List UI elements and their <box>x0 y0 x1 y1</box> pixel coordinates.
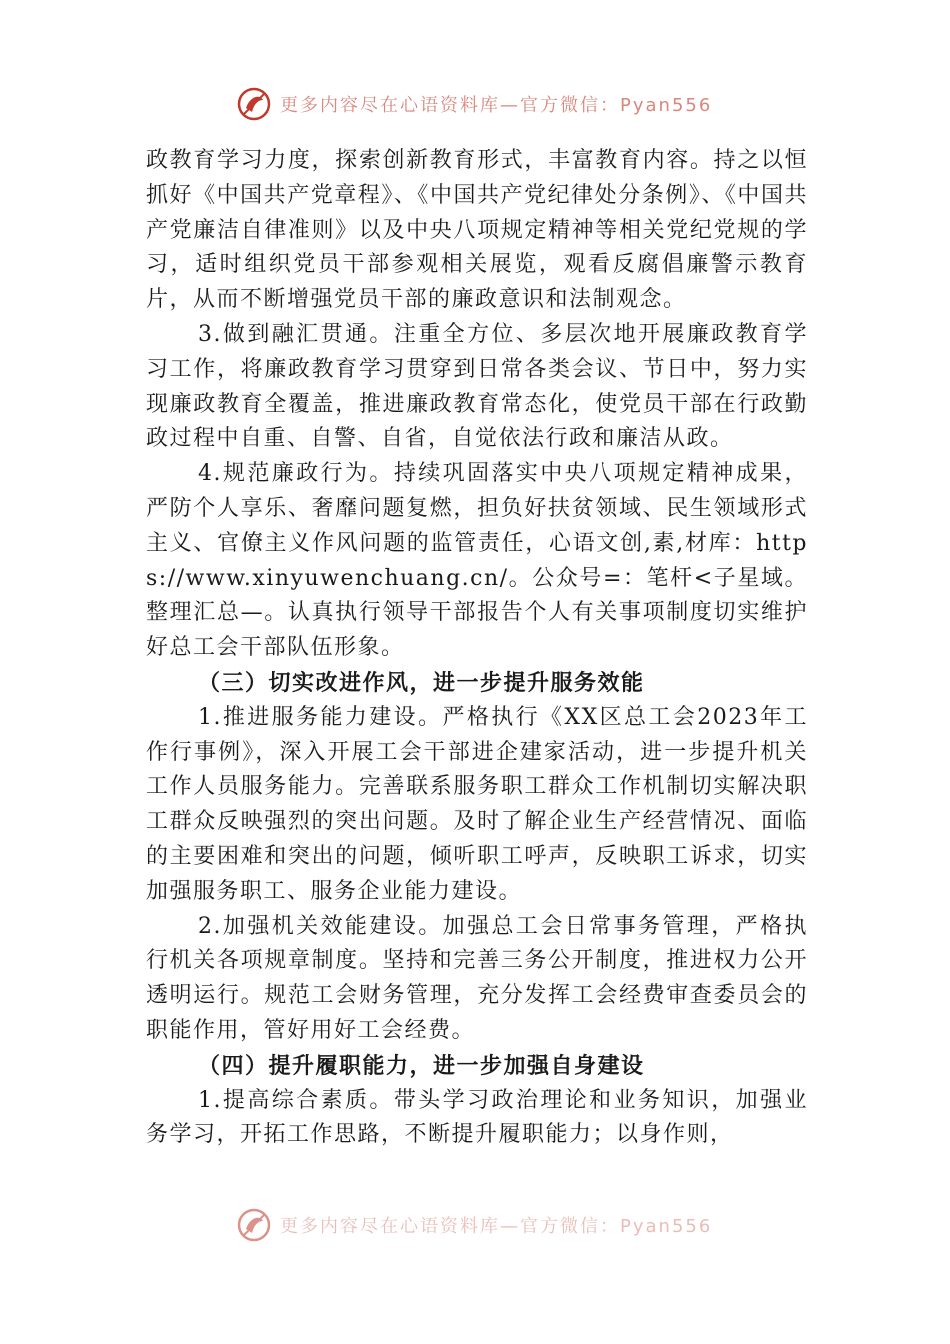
watermark-logo-icon <box>236 1207 272 1243</box>
section-heading-4: （四）提升履职能力，进一步加强自身建设 <box>198 1052 645 1079</box>
paragraph-2: 3.做到融汇贯通。注重全方位、多层次地开展廉政教育学习工作，将廉政教育学习贯穿到日常各类会议、节日中，努力实现廉政教育全覆盖，推进廉政教育常态化，使党员干部在行政勤政过程中自重、自警、自省，自觉依法行政和廉洁从政。 <box>146 321 808 452</box>
watermark-logo-icon <box>236 86 272 122</box>
paragraph-3: 4.规范廉政行为。持续巩固落实中央八项规定精神成果，严防个人享乐、奢靡问题复燃，担负好扶贫领域、民生领域形式主义、官僚主义作风问题的监管责任，心语文创,素,材库：https://www.xinyuwenchuang.cn/。公众号=：笔杆<子星域。整理汇总—。认真执行领导干部报告个人有关事项制度切实维护好总工会干部队伍形象。 <box>146 461 808 661</box>
watermark-text: 更多内容尽在心语资料库—官方微信：Pyan556 <box>280 95 713 116</box>
document-body <box>146 144 808 1153</box>
watermark-text: 更多内容尽在心语资料库—官方微信：Pyan556 <box>280 1216 713 1237</box>
paragraph-6: 1.提高综合素质。带头学习政治理论和业务知识，加强业务学习，开拓工作思路，不断提升履职能力；以身作则， <box>146 1087 808 1148</box>
paragraph-4: 1.推进服务能力建设。严格执行《XX区总工会2023年工作行事例》，深入开展工会干部进企建家活动，进一步提升机关工作人员服务能力。完善联系服务职工群众工作机制切实解决职工群众反映强烈的突出问题。及时了解企业生产经营情况、面临的主要困难和突出的问题，倾听职工呼声，反映职工诉求，切实加强服务职工、服务企业能力建设。 <box>146 704 808 904</box>
paragraph-1: 政教育学习力度，探索创新教育形式，丰富教育内容。持之以恒抓好《中国共产党章程》、《中国共产党纪律处分条例》、《中国共产党廉洁自律准则》以及中央八项规定精神等相关党纪党规的学习，适时组织党员干部参观相关展览，观看反腐倡廉警示教育片，从而不断增强党员干部的廉政意识和法制观念。 <box>146 148 808 313</box>
paragraph-5: 2.加强机关效能建设。加强总工会日常事务管理，严格执行机关各项规章制度。坚持和完善三务公开制度，推进权力公开透明运行。规范工会财务管理，充分发挥工会经费审查委员会的职能作用，管好用好工会经费。 <box>146 913 808 1043</box>
watermark-footer <box>236 1205 726 1245</box>
section-heading-3: （三）切实改进作风，进一步提升服务效能 <box>198 669 645 696</box>
watermark-header <box>236 84 726 124</box>
